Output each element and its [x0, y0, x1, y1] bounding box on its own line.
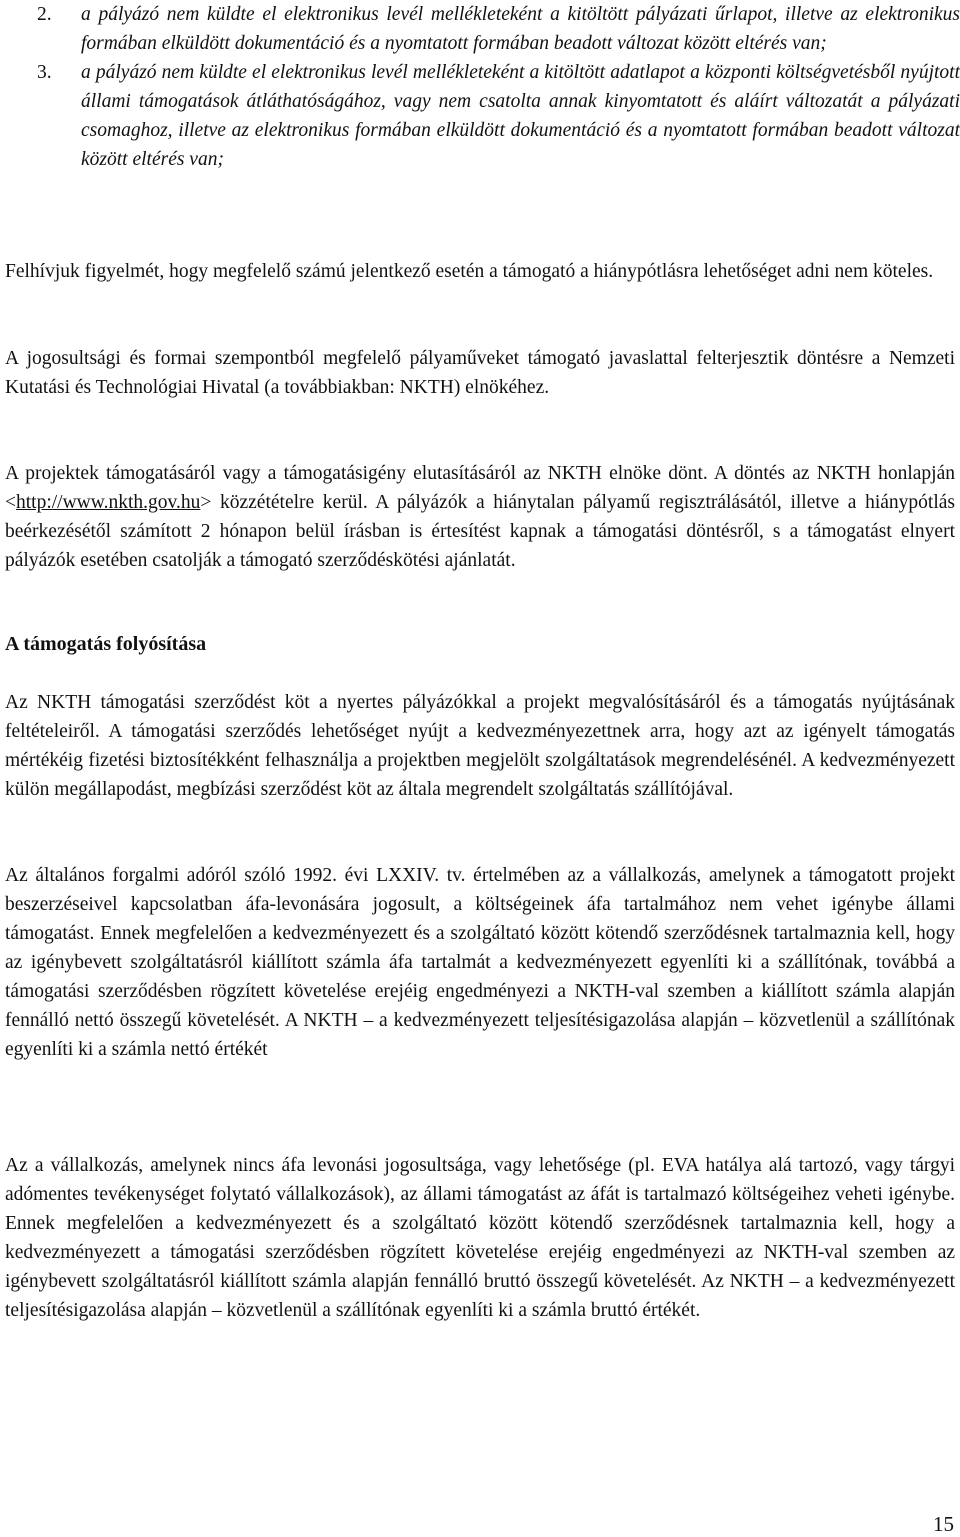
paragraph-afa-levonas: Az általános forgalmi adóról szóló 1992. évi LXXIV. tv. értelmében az a vállalkozás, amelynek a támogatott projekt beszerzéseivel kapcsolatban áfa-levonására jogosult, a költségeinek áfa tartalmához nem vehet igénybe állami támogatást. Ennek megfelelően a kedvezményezett és a szolgáltató között kötendő szerződésnek tartalmaznia kell, hogy az igénybevett szolgáltatásról kiállított számla áfa tartalmát a kedvezményezett egyenlíti ki a szállítónak, továbbá a támogatási szerződésben rögzített követelése erejéig engedményezi a NKTH-val szemben a kiállított számla alapján fennálló nettó összegű követelését. A NKTH – a kedvezményezett teljesítésigazolása alapján – közvetlenül a szállítónak egyenlíti ki a számla nettó értékét [5, 865, 955, 1060]
page-number: 15 [933, 1512, 954, 1536]
nkth-website-link[interactable]: http://www.nkth.gov.hu [16, 492, 201, 513]
paragraph-hianypotlas: Felhívjuk figyelmét, hogy megfelelő számú jelentkező esetén a támogató a hiánypótlásra lehetőséget adni nem köteles. [5, 261, 934, 282]
list-item-number: 3. [37, 62, 52, 83]
paragraph-dontes-text-end: > közzétételre kerül. A pályázók a hiánytalan pályamű regisztrálásától, illetve a hiánypótlás beérkezésétől számított 2 hónapon belül írásban is értesítést kapnak a támogatási döntésről, s a támogatást elnyert pályázók esetében csatolják a támogató szerződéskötési ajánlatát. [5, 492, 955, 571]
paragraph-dontes-text-start: A projektek támogatásáról vagy a támogatásigény elutasításáról az NKTH elnöke dönt. A döntés az NKTH honlapján < [5, 463, 955, 513]
section-heading: A támogatás folyósítása [5, 633, 207, 655]
list-item-text: a pályázó nem küldte el elektronikus levél mellékleteként a kitöltött adatlapot a központi költségvetésből nyújtott állami támogatások átláthatóságához, vagy nem csatolta annak kinyomtatott és aláírt változatát a pályázati csomaghoz, illetve az elektronikus formában elküldött dokumentáció és a nyomtatott formában beadott változat között eltérés van; [81, 62, 960, 170]
paragraph-afa-nincs: Az a vállalkozás, amelynek nincs áfa levonási jogosultsága, vagy lehetősége (pl. EVA hatálya alá tartozó, vagy tárgyi adómentes tevékenységet folytató vállalkozások), az állami támogatást az áfát is tartalmazó költségeihez veheti igénybe. Ennek megfelelően a kedvezményezett és a szolgáltató között kötendő szerződésnek tartalmaznia kell, hogy a kedvezményezett a támogatási szerződésben rögzített követelése erejéig engedményezi az NKTH-val szemben az igénybevett szolgáltatásról kiállított számla alapján fennálló bruttó összegű követelését. Az NKTH – a kedvezményezett teljesítésigazolása alapján – közvetlenül a szállítónak egyenlíti ki a számla bruttó értékét. [5, 1155, 955, 1321]
criteria-list [37, 0, 960, 174]
paragraph-felterjesztes: A jogosultsági és formai szempontból megfelelő pályaműveket támogató javaslattal felterjesztik döntésre a Nemzeti Kutatási és Technológiai Hivatal (a továbbiakban: NKTH) elnökéhez. [5, 348, 955, 398]
list-item [37, 58, 960, 174]
paragraph-szerzodes: Az NKTH támogatási szerződést köt a nyertes pályázókkal a projekt megvalósításáról és a támogatás nyújtásának feltételeiről. A támogatási szerződés lehetőséget nyújt a kedvezményezettnek arra, hogy azt az igényelt támogatás mértékéig fizetési biztosítékként felhasználja a projektben megjelölt szolgáltatások megrendelésénél. A kedvezményezett külön megállapodást, megbízási szerződést köt az általa megrendelt szolgáltatás szállítójával. [5, 692, 955, 800]
list-item [37, 0, 960, 58]
list-item-text: a pályázó nem küldte el elektronikus levél mellékleteként a kitöltött pályázati űrlapot, illetve az elektronikus formában elküldött dokumentáció és a nyomtatott formában beadott változat között eltérés van; [81, 4, 960, 54]
paragraph-dontes [5, 459, 955, 575]
list-item-number: 2. [37, 4, 52, 25]
